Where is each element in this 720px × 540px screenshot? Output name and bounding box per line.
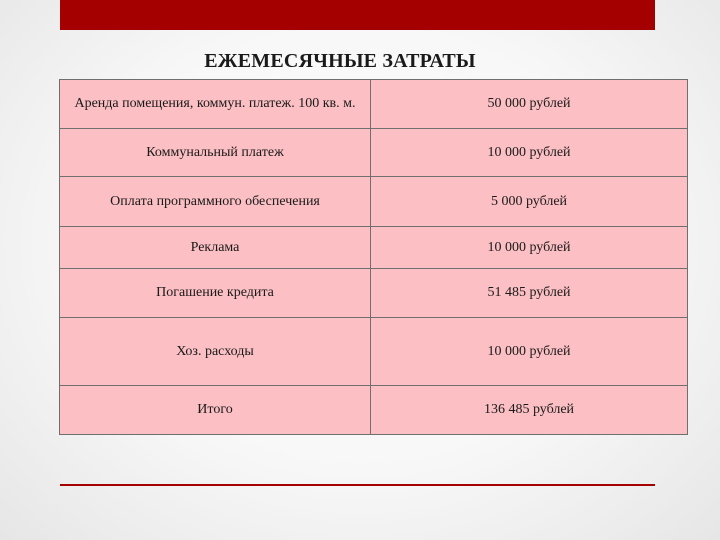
- total-amount: 136 485 рублей: [371, 386, 688, 435]
- expense-amount: 50 000 рублей: [371, 80, 688, 129]
- expenses-table: [59, 79, 688, 435]
- bottom-accent-rule: [60, 484, 655, 486]
- expense-item: Аренда помещения, коммун. платеж. 100 кв. м.: [60, 80, 371, 129]
- table-row: [60, 269, 688, 318]
- expense-amount: 10 000 рублей: [371, 318, 688, 386]
- expense-amount: 10 000 рублей: [371, 129, 688, 177]
- table-row: [60, 177, 688, 227]
- top-accent-bar: [60, 0, 655, 30]
- table-row: [60, 227, 688, 269]
- expense-item: Коммунальный платеж: [60, 129, 371, 177]
- expense-amount: 10 000 рублей: [371, 227, 688, 269]
- expense-amount: 5 000 рублей: [371, 177, 688, 227]
- table-row: [60, 80, 688, 129]
- expense-item: Реклама: [60, 227, 371, 269]
- expense-amount: 51 485 рублей: [371, 269, 688, 318]
- table-row: [60, 129, 688, 177]
- expense-item: Погашение кредита: [60, 269, 371, 318]
- page-title: ЕЖЕМЕСЯЧНЫЕ ЗАТРАТЫ: [204, 50, 476, 72]
- table-row-total: [60, 386, 688, 435]
- expense-item: Хоз. расходы: [60, 318, 371, 386]
- table-row: [60, 318, 688, 386]
- expense-item: Оплата программного обеспечения: [60, 177, 371, 227]
- total-label: Итого: [60, 386, 371, 435]
